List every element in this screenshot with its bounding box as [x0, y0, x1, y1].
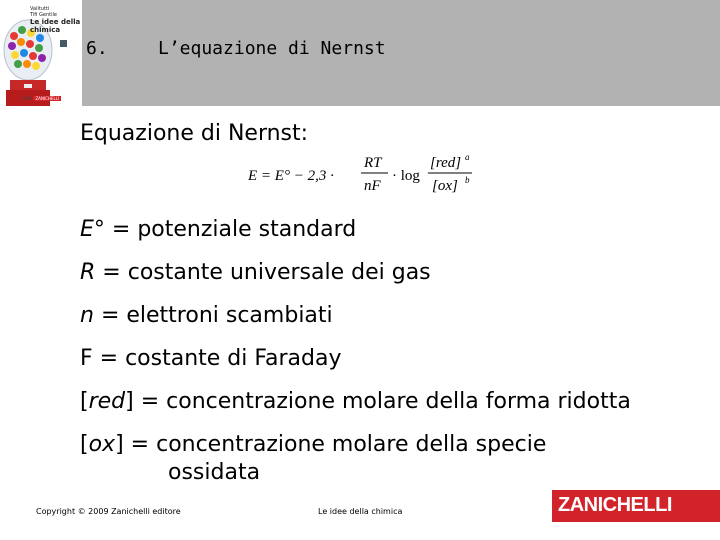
cover-footer [22, 96, 80, 102]
nernst-equation [244, 150, 484, 198]
bracket-close: ] [125, 389, 134, 414]
cover-edition: 2009 [22, 96, 33, 101]
equation-ox-exponent: b [465, 175, 470, 185]
bracket-open: [ [80, 432, 89, 457]
definition-symbol: n [80, 303, 94, 328]
cover-title-block [30, 6, 82, 34]
definition-text: = elettroni scambiati [93, 303, 333, 328]
cover-publisher: ZANICHELLI [35, 96, 60, 101]
equation-lhs: E = E° − 2,3 · [248, 168, 334, 184]
equation-log: · log [392, 168, 420, 184]
equation-nf: nF [364, 178, 381, 194]
definition-text: = potenziale standard [104, 217, 357, 242]
cover-author-line: Valitutti [30, 6, 50, 12]
zanichelli-logo: ZANICHELLI [558, 494, 672, 516]
slide-number: 6. [86, 38, 108, 59]
equation-ox: [ox] [432, 178, 458, 194]
cover-book-title: chimica [30, 26, 61, 34]
bracket-open: [ [80, 389, 89, 414]
intro-text: Equazione di Nernst: [80, 121, 309, 146]
equation-red-exponent: a [465, 152, 470, 162]
equation-rt: RT [364, 155, 382, 171]
slide-title: L’equazione di Nernst [158, 38, 386, 59]
definition-item [80, 259, 700, 302]
definition-symbol: E° [80, 217, 105, 242]
definition-text-continued: ossidata [168, 460, 261, 485]
definition-symbol: red [88, 389, 126, 414]
definition-item [80, 216, 700, 259]
footer-book-title: Le idee della chimica [318, 507, 403, 516]
definition-item [80, 302, 700, 345]
cover-book-title: Le idee della [30, 18, 81, 26]
definition-text: = costante di Faraday [92, 346, 342, 371]
definition-symbol: R [80, 260, 96, 285]
definitions-list [80, 216, 700, 491]
definition-text: = costante universale dei gas [95, 260, 431, 285]
book-cover-thumbnail [0, 0, 82, 106]
cover-author-line: Tifi Gentile [30, 12, 57, 18]
definition-symbol: F [80, 346, 93, 371]
definition-item [80, 345, 700, 388]
footer-copyright: Copyright © 2009 Zanichelli editore [36, 507, 181, 516]
definition-text: = concentrazione molare della specie [123, 432, 547, 457]
definition-text: = concentrazione molare della forma ridotta [133, 389, 631, 414]
definition-item [80, 388, 700, 431]
equation-red: [red] [430, 155, 462, 171]
bracket-close: ] [115, 432, 124, 457]
definition-item [80, 431, 700, 491]
header-bar [0, 0, 720, 106]
definition-symbol: ox [88, 432, 116, 457]
